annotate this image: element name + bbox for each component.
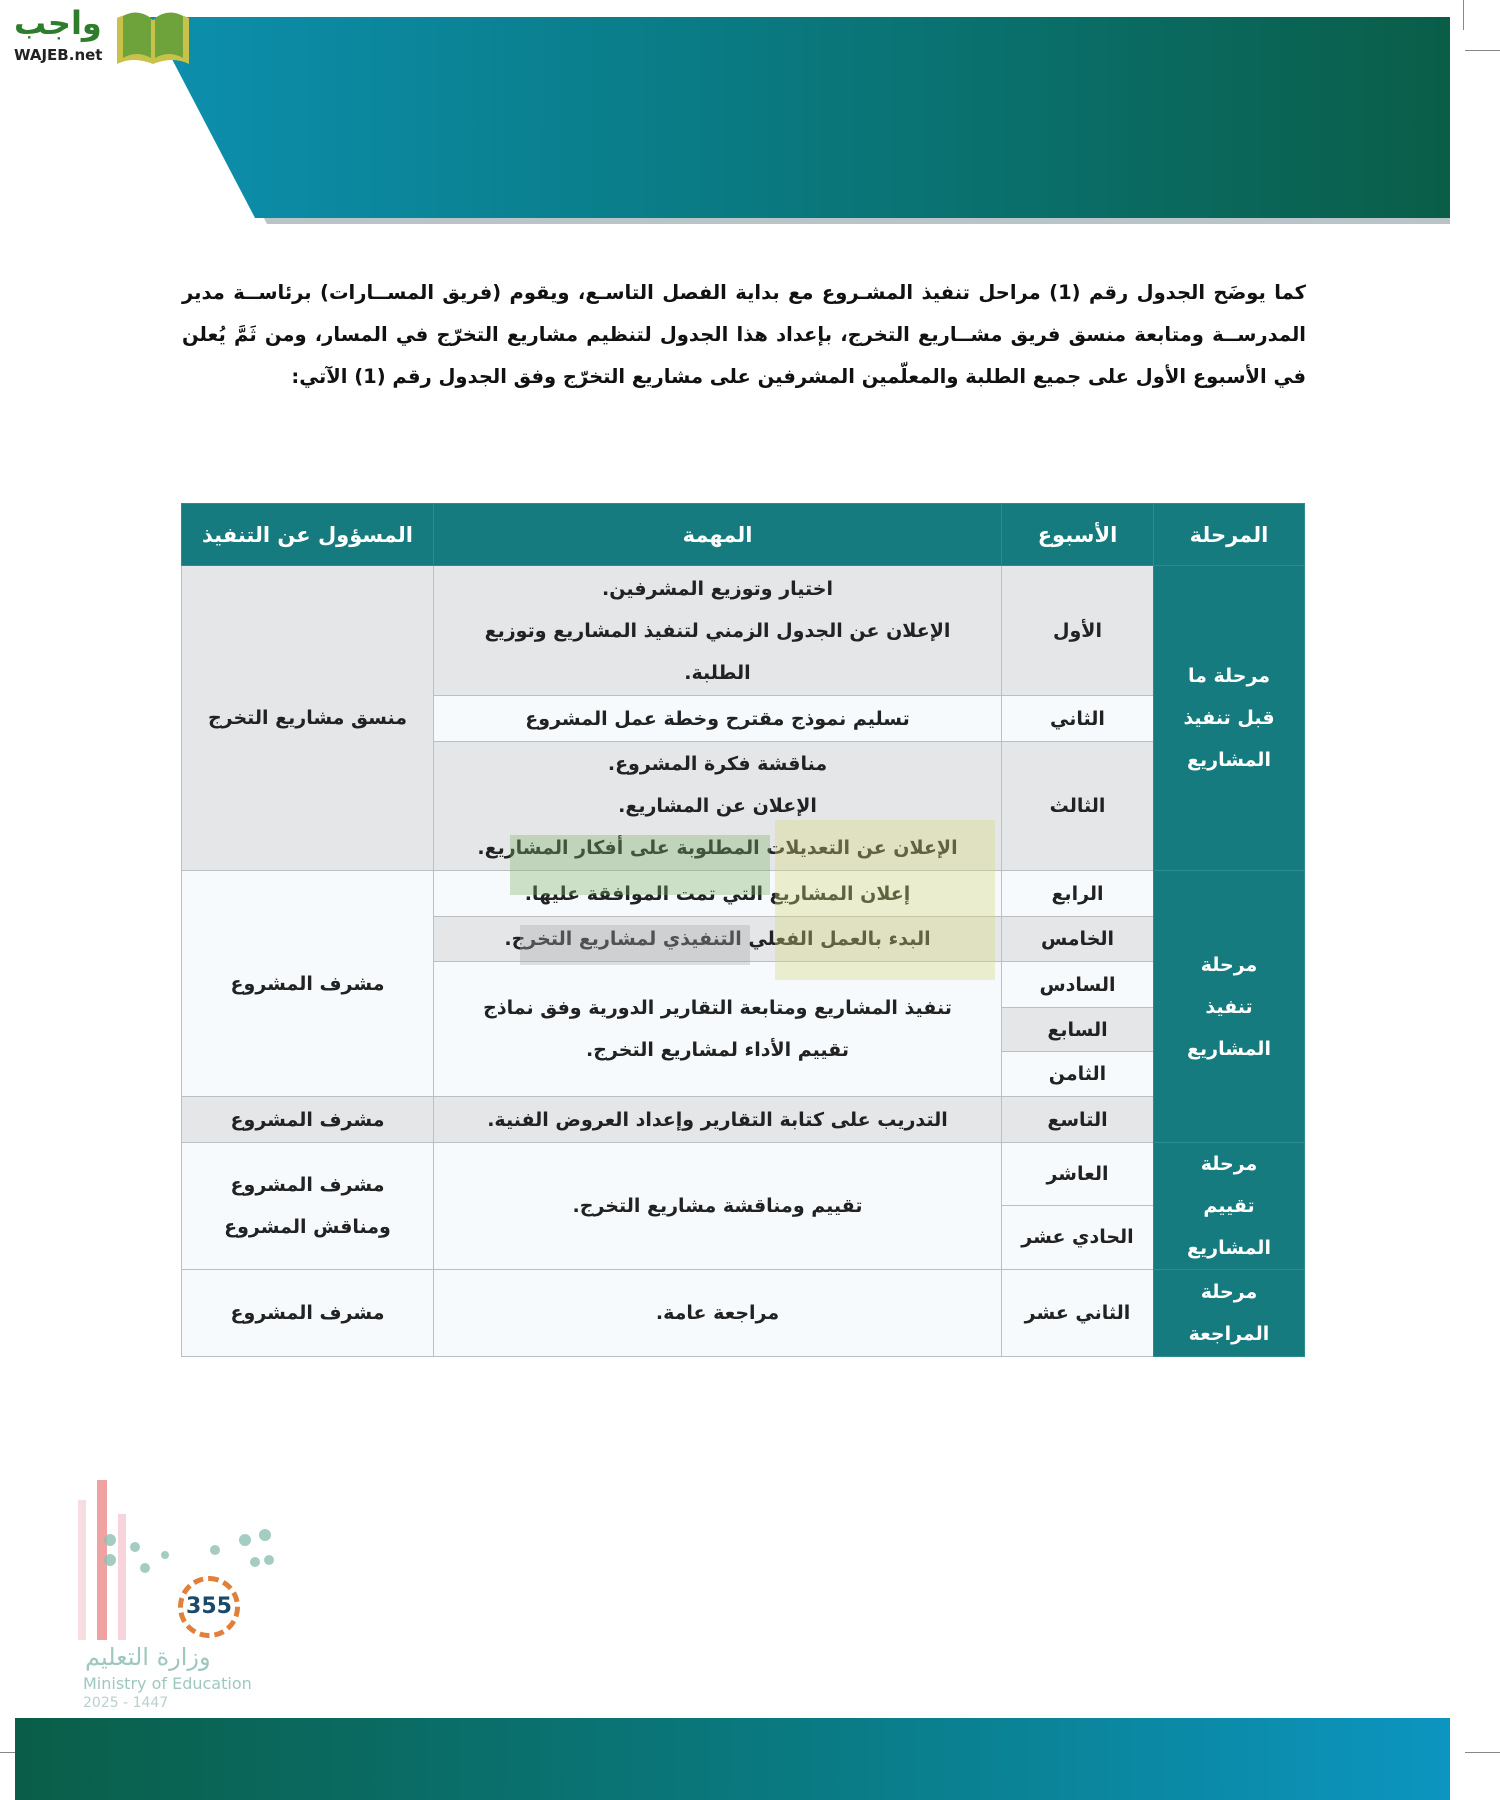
header-stage: المرحلة [1154, 504, 1305, 566]
responsible-cell: منسق مشاريع التخرج [182, 566, 434, 871]
stage-cell: مرحلة المراجعة [1154, 1270, 1305, 1357]
responsible-cell: مشرف المشروع [182, 1097, 434, 1143]
table-row [182, 566, 1305, 696]
responsible-cell: مشرف المشروع [182, 871, 434, 1097]
crop-mark [1463, 0, 1464, 30]
table-row [182, 1097, 1305, 1143]
week-cell: الحادي عشر [1002, 1205, 1154, 1269]
stage-cell: مرحلة تقييم المشاريع [1154, 1143, 1305, 1270]
table-row [182, 871, 1305, 917]
task-line: الإعلان عن المشاريع. [618, 795, 817, 817]
week-cell: السادس [1002, 962, 1154, 1008]
task-line: الإعلان عن التعديلات المطلوبة على أفكار المشاريع. [477, 837, 958, 859]
ministry-of-education-logo [75, 1480, 275, 1718]
responsible-cell: مشرف المشروع ومناقش المشروع [182, 1143, 434, 1270]
task-line: الإعلان عن الجدول الزمني لتنفيذ المشاريع وتوزيع الطلبة. [484, 619, 951, 684]
task-line: مناقشة فكرة المشروع. [607, 753, 828, 775]
task-line: اختيار وتوزيع المشرفين. [602, 577, 833, 600]
task-cell: تسليم نموذج مقترح وخطة عمل المشروع [434, 696, 1002, 742]
table-row [182, 1270, 1305, 1357]
header-task: المهمة [434, 504, 1002, 566]
book-icon [113, 8, 193, 66]
ministry-name-ar: وزارة التعليم [85, 1643, 211, 1671]
footer-bar [15, 1718, 1450, 1800]
responsible-cell: مشرف المشروع [182, 1270, 434, 1357]
ministry-year: 2025 - 1447 [83, 1695, 169, 1711]
wajeb-logo [8, 4, 193, 68]
table-header-row [182, 504, 1305, 566]
logo-text: واجب [14, 4, 102, 42]
header-week: الأسبوع [1002, 504, 1154, 566]
week-cell: التاسع [1002, 1097, 1154, 1143]
crop-mark [1465, 1752, 1500, 1753]
task-cell [434, 742, 1002, 871]
task-cell: تنفيذ المشاريع ومتابعة التقارير الدورية وفق نماذج تقييم الأداء لمشاريع التخرج. [434, 962, 1002, 1097]
task-cell: تقييم ومناقشة مشاريع التخرج. [434, 1143, 1002, 1270]
week-cell: الثامن [1002, 1052, 1154, 1097]
week-cell: الثالث [1002, 742, 1154, 871]
stage-cell: مرحلة ما قبل تنفيذ المشاريع [1154, 566, 1305, 871]
crop-mark [1465, 50, 1500, 51]
task-cell [434, 566, 1002, 696]
task-cell: البدء بالعمل الفعلي التنفيذي لمشاريع التخرج. [434, 917, 1002, 962]
task-cell: إعلان المشاريع التي تمت الموافقة عليها. [434, 871, 1002, 917]
stage-cell: مرحلة تنفيذ المشاريع [1154, 871, 1305, 1143]
week-cell: الخامس [1002, 917, 1154, 962]
header-responsible: المسؤول عن التنفيذ [182, 504, 434, 566]
intro-paragraph: كما يوضَح الجدول رقم (1) مراحل تنفيذ المشـروع مع بداية الفصل التاسـع، ويقوم (فريق المســارات) برئاســة مدير المدرســة ومتابعة منسق فريق مشــاريع التخرج، بإعداد هذا الجدول لتنظيم مشاريع التخرّج في المسار، ومن ثَمَّ يُعلن في الأسبوع الأول على جميع الطلبة والمعلّمين المشرفين على مشاريع التخرّج وفق الجدول رقم (1) الآتي: [182, 281, 1306, 388]
week-cell: الأول [1002, 566, 1154, 696]
week-cell: الثاني [1002, 696, 1154, 742]
logo-subtext: WAJEB.net [14, 46, 103, 64]
project-schedule-table [181, 503, 1305, 1357]
week-cell: العاشر [1002, 1143, 1154, 1206]
page-number: 355 [178, 1576, 240, 1638]
ministry-name-en: Ministry of Education [83, 1674, 252, 1693]
header-banner [150, 17, 1450, 218]
task-cell: مراجعة عامة. [434, 1270, 1002, 1357]
week-cell: السابع [1002, 1008, 1154, 1052]
task-cell: التدريب على كتابة التقارير وإعداد العروض الفنية. [434, 1097, 1002, 1143]
table-row [182, 1143, 1305, 1206]
week-cell: الرابع [1002, 871, 1154, 917]
week-cell: الثاني عشر [1002, 1270, 1154, 1357]
